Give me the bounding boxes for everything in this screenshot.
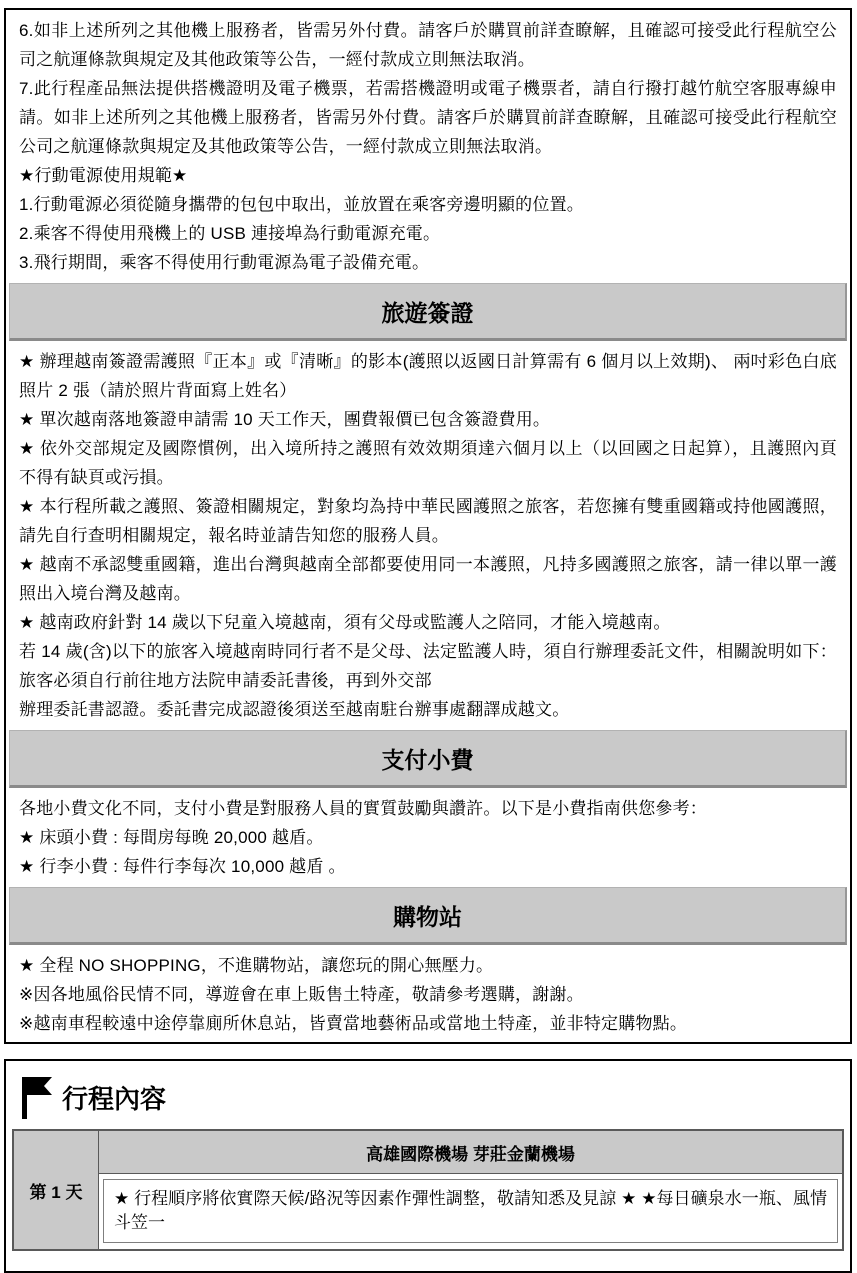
tips-paragraph: ★ 行李小費 : 每件行李每次 10,000 越盾 。 — [19, 857, 346, 876]
section-header-tips — [9, 730, 847, 788]
itinerary-title: 行程內容 — [62, 1083, 167, 1114]
itinerary-right-column — [99, 1131, 842, 1249]
shopping-paragraph: ★ 全程 NO SHOPPING，不進購物站，讓您玩的開心無壓力。 — [19, 956, 494, 975]
section-header-label: 購物站 — [393, 903, 462, 930]
notices-box — [4, 8, 852, 1044]
flag-icon — [20, 1075, 54, 1119]
route-title: 高雄國際機場 芽莊金蘭機場 — [366, 1144, 575, 1164]
section-header-label: 支付小費 — [381, 746, 474, 773]
visa-paragraph: 若 14 歲(含)以下的旅客入境越南時同行者不是父母、法定監護人時，須自行辦理委託文件，相關說明如下： 旅客必須自行前往地方法院申請委託書後，再到外交部 — [19, 642, 837, 690]
notice-paragraph: 6.如非上述所列之其他機上服務者，皆需另外付費。請客戶於購買前詳查瞭解，且確認可接受此行程航空公司之航運條款與規定及其他政策等公告，一經付款成立則無法取消。 — [19, 21, 837, 69]
section-header-label: 旅遊簽證 — [381, 299, 474, 326]
visa-paragraph: 辦理委託書認證。委託書完成認證後須送至越南駐台辦事處翻譯成越文。 — [19, 700, 570, 719]
route-title-cell — [99, 1131, 842, 1174]
visa-paragraph: ★ 依外交部規定及國際慣例，出入境所持之護照有效效期須達六個月以上（以回國之日起算），且護照內頁不得有缺頁或污損。 — [19, 439, 837, 487]
itinerary-note-cell — [99, 1174, 842, 1249]
visa-paragraph: ★ 辦理越南簽證需護照『正本』或『清晰』的影本(護照以返國日計算需有 6 個月以上效期)、 兩吋彩色白底照片 2 張（請於照片背面寫上姓名） — [19, 352, 837, 400]
day-label: 第 1 天 — [29, 1182, 83, 1202]
day-cell — [14, 1131, 99, 1249]
powerbank-rules-title: ★行動電源使用規範★ — [19, 166, 188, 185]
notice-paragraph: 7.此行程產品無法提供搭機證明及電子機票，若需搭機證明或電子機票者，請自行撥打越竹航空客服專線申請。如非上述所列之其他機上服務者，皆需另外付費。請客戶於購買前詳查瞭解，且確認可接受此行程航空公司之航運條款與規定及其他政策等公告，一經付款成立則無法取消。 — [19, 79, 837, 156]
powerbank-rule: 1.行動電源必須從隨身攜帶的包包中取出，並放置在乘客旁邊明顯的位置。 — [19, 195, 584, 214]
visa-paragraph: ★ 越南不承認雙重國籍，進出台灣與越南全部都要使用同一本護照，凡持多國護照之旅客，請一律以單一護照出入境台灣及越南。 — [19, 555, 837, 603]
shopping-paragraph: ※越南車程較遠中途停靠廁所休息站，皆賣當地藝術品或當地土特產，並非特定購物點。 — [19, 1014, 688, 1033]
tips-paragraph: ★ 床頭小費 : 每間房每晚 20,000 越盾。 — [19, 828, 324, 847]
visa-paragraph: ★ 本行程所載之護照、簽證相關規定，對象均為持中華民國護照之旅客，若您擁有雙重國籍或持他國護照，請先自行查明相關規定，報名時並請告知您的服務人員。 — [19, 497, 837, 545]
itinerary-box — [4, 1059, 852, 1273]
itinerary-table — [12, 1129, 844, 1251]
visa-paragraph: ★ 單次越南落地簽證申請需 10 天工作天，團費報價已包含簽證費用。 — [19, 410, 551, 429]
section-header-shopping — [9, 887, 847, 945]
section-header-visa — [9, 283, 847, 341]
powerbank-rule: 2.乘客不得使用飛機上的 USB 連接埠為行動電源充電。 — [19, 224, 441, 243]
itinerary-title-row — [12, 1071, 844, 1129]
tips-paragraph: 各地小費文化不同，支付小費是對服務人員的實質鼓勵與讚許。以下是小費指南供您參考： — [19, 799, 707, 818]
visa-paragraph: ★ 越南政府針對 14 歲以下兒童入境越南，須有父母或監護人之陪同，才能入境越南。 — [19, 613, 671, 632]
powerbank-rule: 3.飛行期間，乘客不得使用行動電源為電子設備充電。 — [19, 253, 430, 272]
shopping-paragraph: ※因各地風俗民情不同，導遊會在車上販售土特產，敬請參考選購，謝謝。 — [19, 985, 584, 1004]
itinerary-note: ★ 行程順序將依實際天候/路況等因素作彈性調整，敬請知悉及見諒 ★ ★每日礦泉水一瓶、風情斗笠一 — [103, 1179, 838, 1243]
